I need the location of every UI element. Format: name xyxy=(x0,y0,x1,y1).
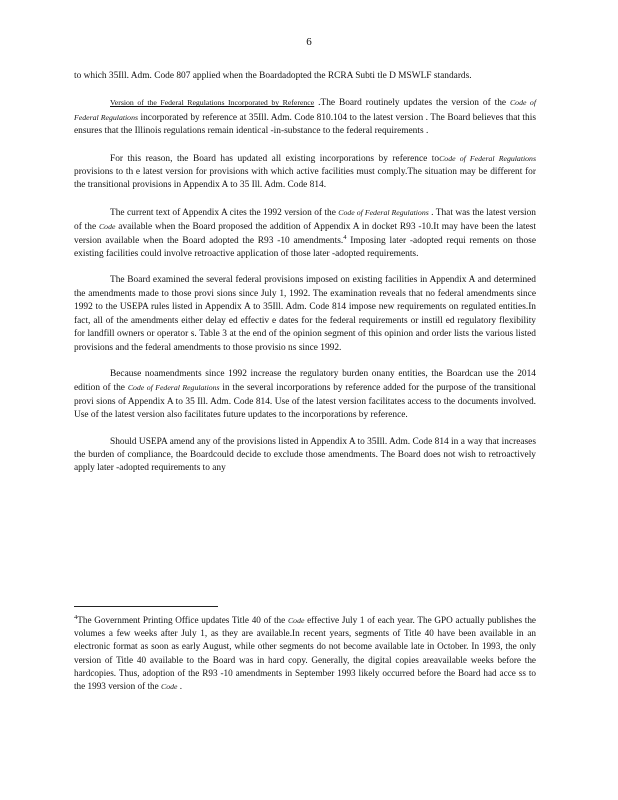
code-citation: Code xyxy=(287,616,305,625)
page-number: 6 xyxy=(306,36,312,48)
paragraph-continuation: to which 35Ill. Adm. Code 807 applied when the Boardadopted the RCRA Subti tle D MSWLF standards. xyxy=(74,71,472,81)
cfr-citation: Code of Federal Regulations xyxy=(74,98,536,122)
paragraph-usepa-amend: Should USEPA amend any of the provisions listed in Appendix A to 35Ill. Adm. Code 814 in a way that increases the burden of compliance, the Boardcould decide to exclude those amendments. The Board does not wish to retroactively apply later -adopted requirements to any xyxy=(74,436,536,474)
footnote-separator xyxy=(74,606,218,607)
section-heading: Version of the Federal Regulations Incorporated by Reference xyxy=(110,98,315,108)
cfr-citation: Code of Federal Regulations xyxy=(127,383,220,393)
paragraph-version-heading: Version of the Federal Regulations Incorporated by Reference .The Board routinely updates the version of the Code of Federal Regulations incorporated by reference at 35Ill. Adm. Code 810.104 to the latest version . The Board believes that this ensures that the Illinois regulations remain identical -in-substance to the federal requirements . xyxy=(74,98,536,137)
paragraph-2014-edition: Because noamendments since 1992 increase the regulatory burden onany entities, the Boardcan use the 2014 edition of the Code of Federal Regulations in the several incorporations by reference added for the purpose of the transitional provi sions of Appendix A to 35 Ill. Adm. Code 814. Use of the latest version facilitates access to the documents involved. Use of the latest version also facilitates future updates to the incorporations by reference. xyxy=(74,368,536,421)
paragraph-appendix-a: The current text of Appendix A cites the 1992 version of the Code of Federal Regulations . That was the latest version of the Code available when the Board proposed the addition of Appendix A in docket R93 -10.It may have been the latest version available when the Board adopted the R93 -10 amendments.$^4$ Imposing later -adopted requi rements on those existing facilities could involve retroactive application of those later -adopted requirements. xyxy=(74,207,536,260)
code-citation: Code xyxy=(98,222,116,232)
footnote-reference[interactable]: 4 xyxy=(343,233,347,241)
footnote: $^4$The Government Printing Office updates Title 40 of the Code effective July 1 of each year. The GPO actually publishes the volumes a few weeks after July 1, as they are available.In recent years, segments of Title 40 have been available in an electronic format as soon as early August, while other segments do not become available late in October. In 1993, the only version of Title 40 available to the Board was in hard copy. Generally, the digital copies areavailable weeks before the hardcopies. Thus, adoption of the R93 -10 amendments in September 1993 likely occurred before the Board had acce ss to the 1993 version of the Code . xyxy=(74,613,536,692)
footnote-mark: 4 xyxy=(74,613,78,621)
cfr-citation: Code of Federal Regulations xyxy=(439,153,536,163)
document-body xyxy=(74,70,536,489)
paragraph-examination: The Board examined the several federal provisions imposed on existing facilities in Appendix A and determined the amendments made to those provi sions since July 1, 1992. The examination reveals that no federal amendments since 1992 to the USEPA rules listed in Appendix A to 35Ill. Adm. Code 814 impose new requirements on regulated entities.In fact, all of the amendments either delay ed effectiv e dates for the federal requirements or instill ed regulatory flexibility for landfill owners or operator s. Table 3 at the end of the opinion segment of this opinion and order lists the various listed provisions and the federal amendments to those provisio ns since 1992. xyxy=(74,275,536,353)
code-citation: Code xyxy=(161,682,178,692)
paragraph-updates: For this reason, the Board has updated all existing incorporations by reference toCode of Federal Regulations provisions to th e latest version for provisions with which active facilities must comply.The situation may be different for the transitional provisions in Appendix A to 35 Ill. Adm. Code 814. xyxy=(74,153,536,191)
cfr-citation: Code of Federal Regulations xyxy=(338,207,429,217)
